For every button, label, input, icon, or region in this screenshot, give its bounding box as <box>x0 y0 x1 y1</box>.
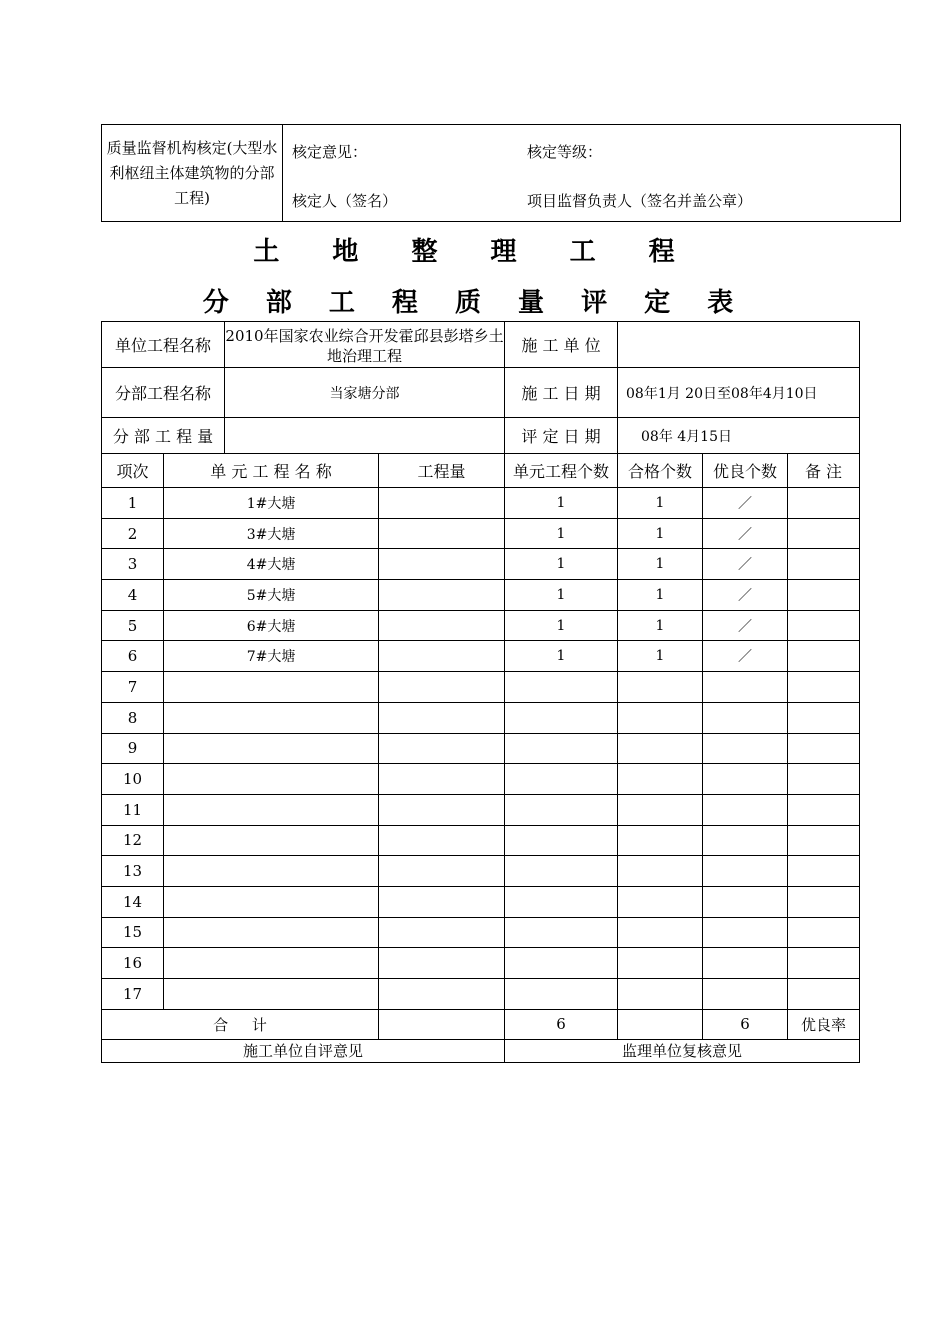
unit-count-cell <box>505 672 618 703</box>
unit-name-cell <box>164 733 379 764</box>
note-cell <box>788 733 860 764</box>
note-cell <box>788 825 860 856</box>
unit-project-label: 单位工程名称 <box>102 322 225 368</box>
quantity-cell <box>379 518 505 549</box>
col-header-item-no: 项次 <box>102 454 164 488</box>
unit-name-cell <box>164 856 379 887</box>
item-no-cell: 17 <box>102 979 164 1010</box>
table-row <box>102 672 860 703</box>
unit-count-cell <box>505 764 618 795</box>
table-row <box>102 610 860 641</box>
qualified-count-cell <box>618 886 703 917</box>
unit-name-cell <box>164 764 379 795</box>
table-row <box>102 825 860 856</box>
excellent-count-cell: ／ <box>703 641 788 672</box>
item-no-cell: 2 <box>102 518 164 549</box>
summary-unit-count: 6 <box>505 1009 618 1039</box>
col-header-unit-count: 单元工程个数 <box>505 454 618 488</box>
contractor-opinion-label: 施工单位自评意见 <box>102 1039 505 1062</box>
excellent-count-cell <box>703 917 788 948</box>
quantity-cell <box>379 549 505 580</box>
table-row <box>102 794 860 825</box>
table-row <box>102 979 860 1010</box>
col-header-note: 备 注 <box>788 454 860 488</box>
unit-name-cell <box>164 702 379 733</box>
unit-name-cell: 3#大塘 <box>164 518 379 549</box>
table-row <box>102 764 860 795</box>
unit-name-cell: 6#大塘 <box>164 610 379 641</box>
summary-excellent: 6 <box>703 1009 788 1039</box>
note-cell <box>788 886 860 917</box>
excellent-count-cell <box>703 794 788 825</box>
table-row <box>102 580 860 611</box>
unit-count-cell <box>505 702 618 733</box>
item-no-cell: 7 <box>102 672 164 703</box>
qualified-count-cell <box>618 948 703 979</box>
unit-count-cell: 1 <box>505 488 618 519</box>
unit-count-cell: 1 <box>505 518 618 549</box>
unit-count-cell <box>505 886 618 917</box>
unit-count-cell <box>505 856 618 887</box>
supervisor-signature-label: 项目监督负责人（签名并盖公章） <box>527 192 753 210</box>
table-row <box>102 549 860 580</box>
document-title-line1: 土 地 整 理 工 程 <box>253 237 697 267</box>
quantity-cell <box>379 764 505 795</box>
item-no-cell: 12 <box>102 825 164 856</box>
qualified-count-cell: 1 <box>618 580 703 611</box>
note-cell <box>788 948 860 979</box>
qualified-count-cell <box>618 672 703 703</box>
unit-name-cell: 7#大塘 <box>164 641 379 672</box>
excellent-count-cell <box>703 856 788 887</box>
quantity-cell <box>379 856 505 887</box>
supervision-org-label: 质量监督机构核定(大型水利枢纽主体建筑物的分部工程) <box>102 125 283 222</box>
sub-project-value: 当家塘分部 <box>225 368 505 418</box>
quantity-cell <box>379 672 505 703</box>
item-no-cell: 8 <box>102 702 164 733</box>
item-no-cell: 3 <box>102 549 164 580</box>
unit-name-cell <box>164 672 379 703</box>
opinion-row <box>102 1039 860 1062</box>
contractor-label: 施 工 单 位 <box>505 322 618 368</box>
table-row <box>102 886 860 917</box>
note-cell <box>788 794 860 825</box>
note-cell <box>788 610 860 641</box>
excellent-count-cell <box>703 733 788 764</box>
unit-count-cell <box>505 733 618 764</box>
review-grade-label: 核定等级： <box>527 143 603 161</box>
table-row <box>102 948 860 979</box>
note-cell <box>788 549 860 580</box>
evaluation-date-value: 08年 4月15日 <box>618 418 860 454</box>
review-opinion-label: 核定意见： <box>292 143 368 161</box>
unit-name-cell <box>164 948 379 979</box>
review-cell <box>283 125 901 222</box>
note-cell <box>788 856 860 887</box>
col-header-unit-name: 单 元 工 程 名 称 <box>164 454 379 488</box>
qualified-count-cell <box>618 764 703 795</box>
table-row <box>102 641 860 672</box>
column-header-row <box>102 454 860 488</box>
excellent-count-cell <box>703 764 788 795</box>
table-row <box>102 733 860 764</box>
quantity-value <box>225 418 505 454</box>
note-cell <box>788 764 860 795</box>
col-header-excellent: 优良个数 <box>703 454 788 488</box>
construction-date-label: 施 工 日 期 <box>505 368 618 418</box>
item-no-cell: 1 <box>102 488 164 519</box>
excellent-count-cell <box>703 979 788 1010</box>
table-row <box>102 518 860 549</box>
unit-count-cell <box>505 794 618 825</box>
unit-count-cell <box>505 825 618 856</box>
quality-assessment-table <box>101 321 860 1063</box>
unit-project-value: 2010年国家农业综合开发霍邱县彭塔乡土地治理工程 <box>225 322 505 368</box>
unit-count-cell <box>505 979 618 1010</box>
item-no-cell: 14 <box>102 886 164 917</box>
approver-signature-label: 核定人（签名） <box>292 192 398 210</box>
qualified-count-cell: 1 <box>618 518 703 549</box>
unit-name-cell: 5#大塘 <box>164 580 379 611</box>
supervision-review-table <box>101 124 901 222</box>
excellent-count-cell: ／ <box>703 580 788 611</box>
construction-date-value: 08年1月 20日至08年4月10日 <box>618 368 860 418</box>
note-cell <box>788 702 860 733</box>
unit-name-cell: 1#大塘 <box>164 488 379 519</box>
quantity-cell <box>379 733 505 764</box>
quantity-label: 分 部 工 程 量 <box>102 418 225 454</box>
quantity-cell <box>379 825 505 856</box>
qualified-count-cell <box>618 702 703 733</box>
note-cell <box>788 672 860 703</box>
unit-name-cell <box>164 917 379 948</box>
qualified-count-cell <box>618 733 703 764</box>
excellent-count-cell: ／ <box>703 549 788 580</box>
unit-name-cell: 4#大塘 <box>164 549 379 580</box>
document-title-line2: 分 部 工 程 质 量 评 定 表 <box>202 288 748 318</box>
table-row <box>102 702 860 733</box>
excellent-count-cell <box>703 948 788 979</box>
item-no-cell: 15 <box>102 917 164 948</box>
unit-count-cell: 1 <box>505 549 618 580</box>
quantity-cell <box>379 641 505 672</box>
qualified-count-cell: 1 <box>618 488 703 519</box>
qualified-count-cell: 1 <box>618 610 703 641</box>
note-cell <box>788 488 860 519</box>
quantity-cell <box>379 979 505 1010</box>
quantity-cell <box>379 917 505 948</box>
excellent-count-cell: ／ <box>703 488 788 519</box>
note-cell <box>788 917 860 948</box>
contractor-value <box>618 322 860 368</box>
supervisor-opinion-label: 监理单位复核意见 <box>505 1039 860 1062</box>
item-no-cell: 16 <box>102 948 164 979</box>
qualified-count-cell <box>618 979 703 1010</box>
item-no-cell: 13 <box>102 856 164 887</box>
qualified-count-cell <box>618 794 703 825</box>
excellent-count-cell: ／ <box>703 518 788 549</box>
sub-project-label: 分部工程名称 <box>102 368 225 418</box>
qualified-count-cell <box>618 825 703 856</box>
quantity-cell <box>379 610 505 641</box>
unit-name-cell <box>164 979 379 1010</box>
item-no-cell: 10 <box>102 764 164 795</box>
summary-qualified <box>618 1009 703 1039</box>
excellent-count-cell: ／ <box>703 610 788 641</box>
quantity-cell <box>379 948 505 979</box>
unit-name-cell <box>164 825 379 856</box>
evaluation-date-label: 评 定 日 期 <box>505 418 618 454</box>
unit-count-cell: 1 <box>505 641 618 672</box>
item-no-cell: 5 <box>102 610 164 641</box>
item-no-cell: 9 <box>102 733 164 764</box>
summary-row <box>102 1009 860 1039</box>
excellent-count-cell <box>703 825 788 856</box>
qualified-count-cell <box>618 856 703 887</box>
unit-name-cell <box>164 794 379 825</box>
table-row <box>102 856 860 887</box>
quantity-cell <box>379 886 505 917</box>
qualified-count-cell <box>618 917 703 948</box>
quantity-cell <box>379 702 505 733</box>
qualified-count-cell: 1 <box>618 549 703 580</box>
note-cell <box>788 641 860 672</box>
note-cell <box>788 580 860 611</box>
note-cell <box>788 518 860 549</box>
quantity-cell <box>379 794 505 825</box>
summary-quantity <box>379 1009 505 1039</box>
excellent-count-cell <box>703 886 788 917</box>
table-row <box>102 917 860 948</box>
note-cell <box>788 979 860 1010</box>
unit-count-cell: 1 <box>505 580 618 611</box>
item-no-cell: 11 <box>102 794 164 825</box>
quantity-cell <box>379 580 505 611</box>
unit-count-cell <box>505 917 618 948</box>
excellence-rate-label: 优良率 <box>788 1009 860 1039</box>
unit-name-cell <box>164 886 379 917</box>
summary-label: 合 计 <box>102 1009 379 1039</box>
col-header-quantity: 工程量 <box>379 454 505 488</box>
col-header-qualified: 合格个数 <box>618 454 703 488</box>
quantity-cell <box>379 488 505 519</box>
qualified-count-cell: 1 <box>618 641 703 672</box>
excellent-count-cell <box>703 702 788 733</box>
table-row <box>102 488 860 519</box>
unit-count-cell: 1 <box>505 610 618 641</box>
item-no-cell: 4 <box>102 580 164 611</box>
item-no-cell: 6 <box>102 641 164 672</box>
unit-count-cell <box>505 948 618 979</box>
excellent-count-cell <box>703 672 788 703</box>
